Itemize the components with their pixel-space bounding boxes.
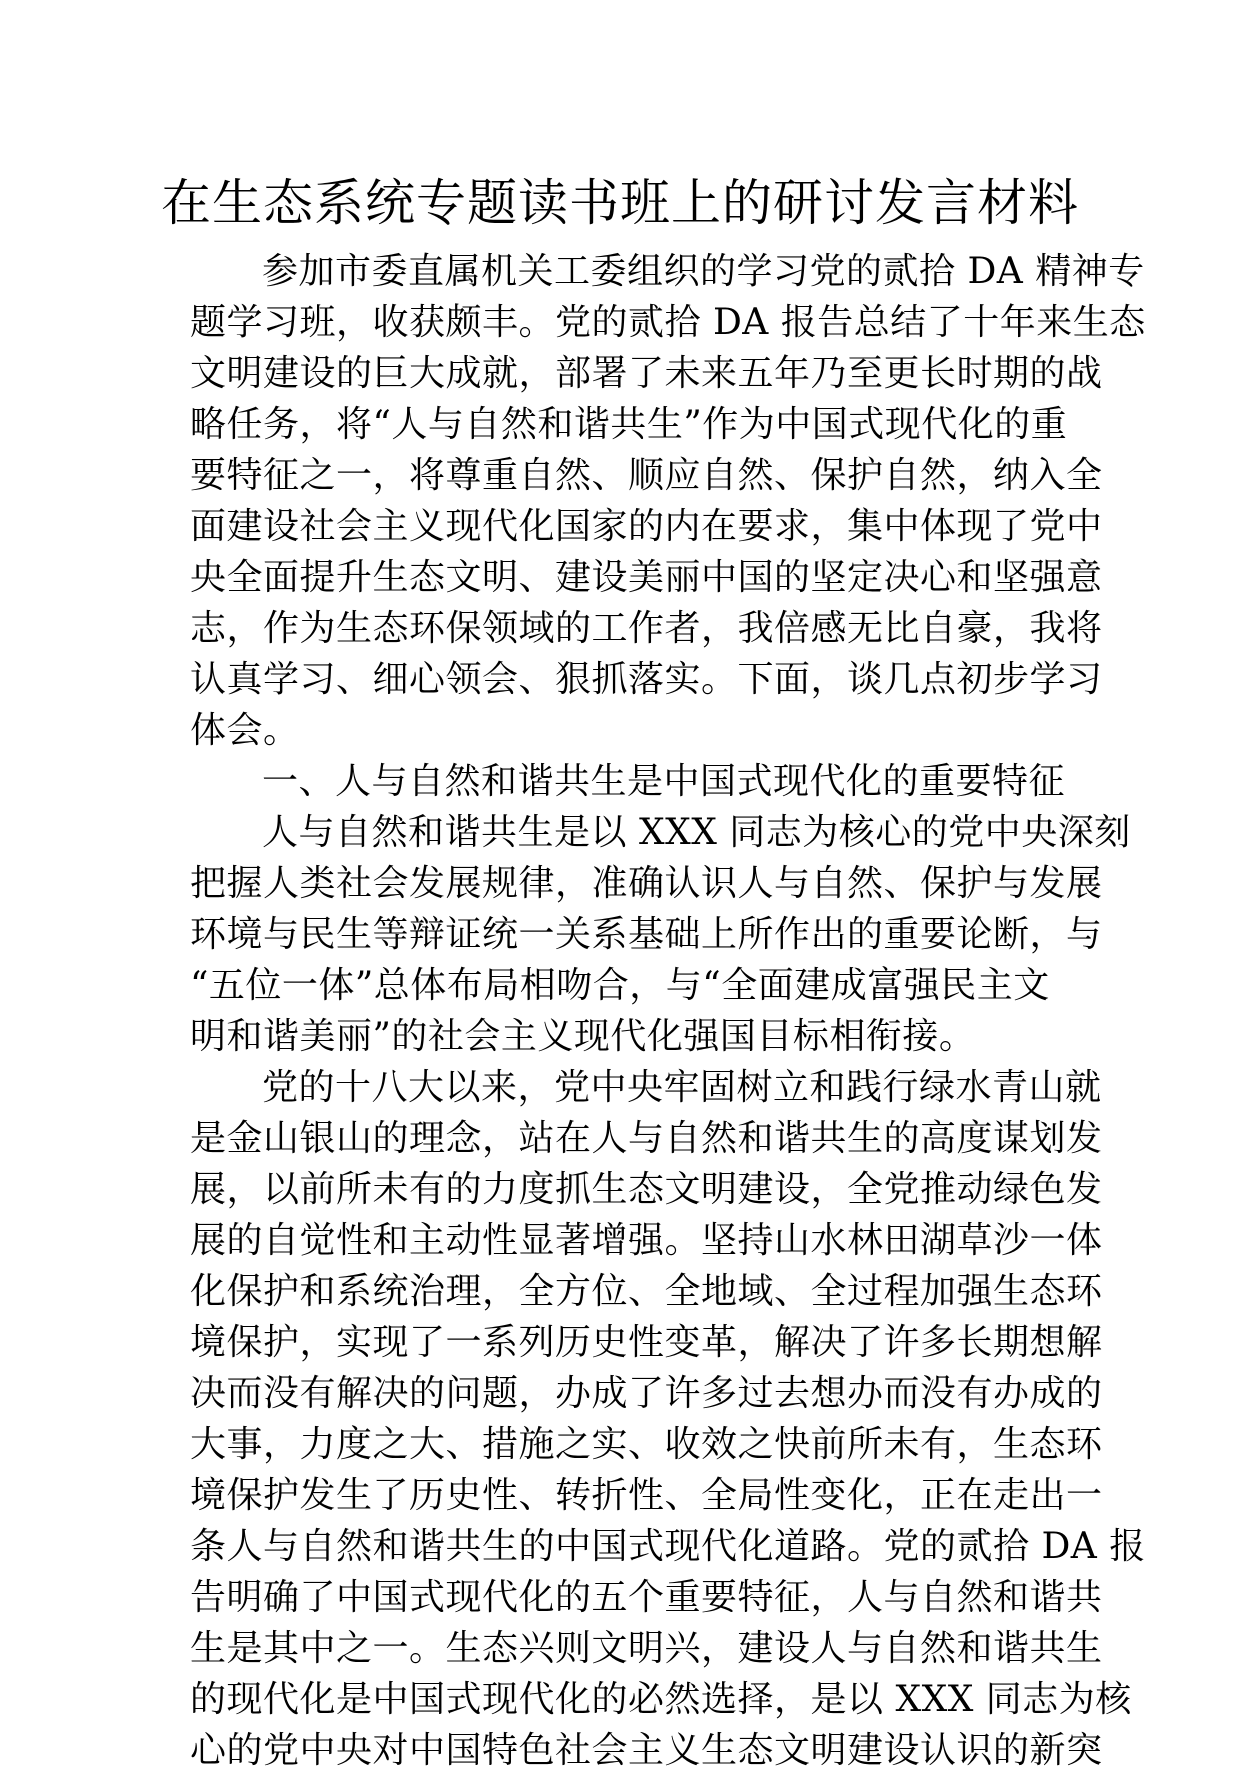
document-title: 在生态系统专题读书班上的研讨发言材料 [161,174,1079,232]
text-line: 明和谐美丽”的社会主义现代化强国目标相衔接。 [190,1016,976,1057]
text-line: 认真学习、细心领会、狠抓落实。下面，谈几点初步学习 [190,659,1103,700]
text-line: 心的党中央对中国特色社会主义生态文明建设认识的新突 [190,1730,1103,1771]
text-line: 体会。 [190,710,300,751]
text-line: “五位一体”总体布局相吻合，与“全面建成富强民主文 [190,965,1050,1006]
text-line: 的现代化是中国式现代化的必然选择，是以 XXX 同志为核 [190,1679,1132,1720]
text-line: 展的自觉性和主动性显著增强。坚持山水林田湖草沙一体 [190,1220,1103,1261]
text-line: 是金山银山的理念，站在人与自然和谐共生的高度谋划发 [190,1118,1103,1159]
text-line: 化保护和系统治理，全方位、全地域、全过程加强生态环 [190,1271,1103,1312]
text-line: 人与自然和谐共生是以 XXX 同志为核心的党中央深刻 [262,812,1131,853]
text-line: 告明确了中国式现代化的五个重要特征，人与自然和谐共 [190,1577,1103,1618]
text-line: 环境与民生等辩证统一关系基础上所作出的重要论断，与 [190,914,1103,955]
text-line: 决而没有解决的问题，办成了许多过去想办而没有办成的 [190,1373,1103,1414]
text-line: 大事，力度之大、措施之实、收效之快前所未有，生态环 [190,1424,1103,1465]
text-line: 把握人类社会发展规律，准确认识人与自然、保护与发展 [190,863,1103,904]
text-line: 参加市委直属机关工委组织的学习党的贰拾 DA 精神专 [262,251,1145,292]
text-line: 境保护，实现了一系列历史性变革，解决了许多长期想解 [190,1322,1103,1363]
text-line: 志，作为生态环保领域的工作者，我倍感无比自豪，我将 [190,608,1103,649]
document-body [190,246,1146,1776]
text-line: 要特征之一，将尊重自然、顺应自然、保护自然，纳入全 [190,455,1103,496]
text-line: 境保护发生了历史性、转折性、全局性变化，正在走出一 [190,1475,1103,1516]
text-line: 生是其中之一。生态兴则文明兴，建设人与自然和谐共生 [190,1628,1103,1669]
text-line: 党的十八大以来，党中央牢固树立和践行绿水青山就 [262,1067,1102,1108]
text-line: 题学习班，收获颇丰。党的贰拾 DA 报告总结了十年来生态 [190,302,1146,343]
text-line: 条人与自然和谐共生的中国式现代化道路。党的贰拾 DA 报 [190,1526,1146,1567]
section-heading: 一、人与自然和谐共生是中国式现代化的重要特征 [262,761,1066,802]
text-line: 面建设社会主义现代化国家的内在要求，集中体现了党中 [190,506,1103,547]
text-line: 展，以前所未有的力度抓生态文明建设，全党推动绿色发 [190,1169,1103,1210]
text-line: 文明建设的巨大成就，部署了未来五年乃至更长时期的战 [190,353,1103,394]
text-line: 央全面提升生态文明、建设美丽中国的坚定决心和坚强意 [190,557,1103,598]
text-line: 略任务，将“人与自然和谐共生”作为中国式现代化的重 [190,404,1068,445]
